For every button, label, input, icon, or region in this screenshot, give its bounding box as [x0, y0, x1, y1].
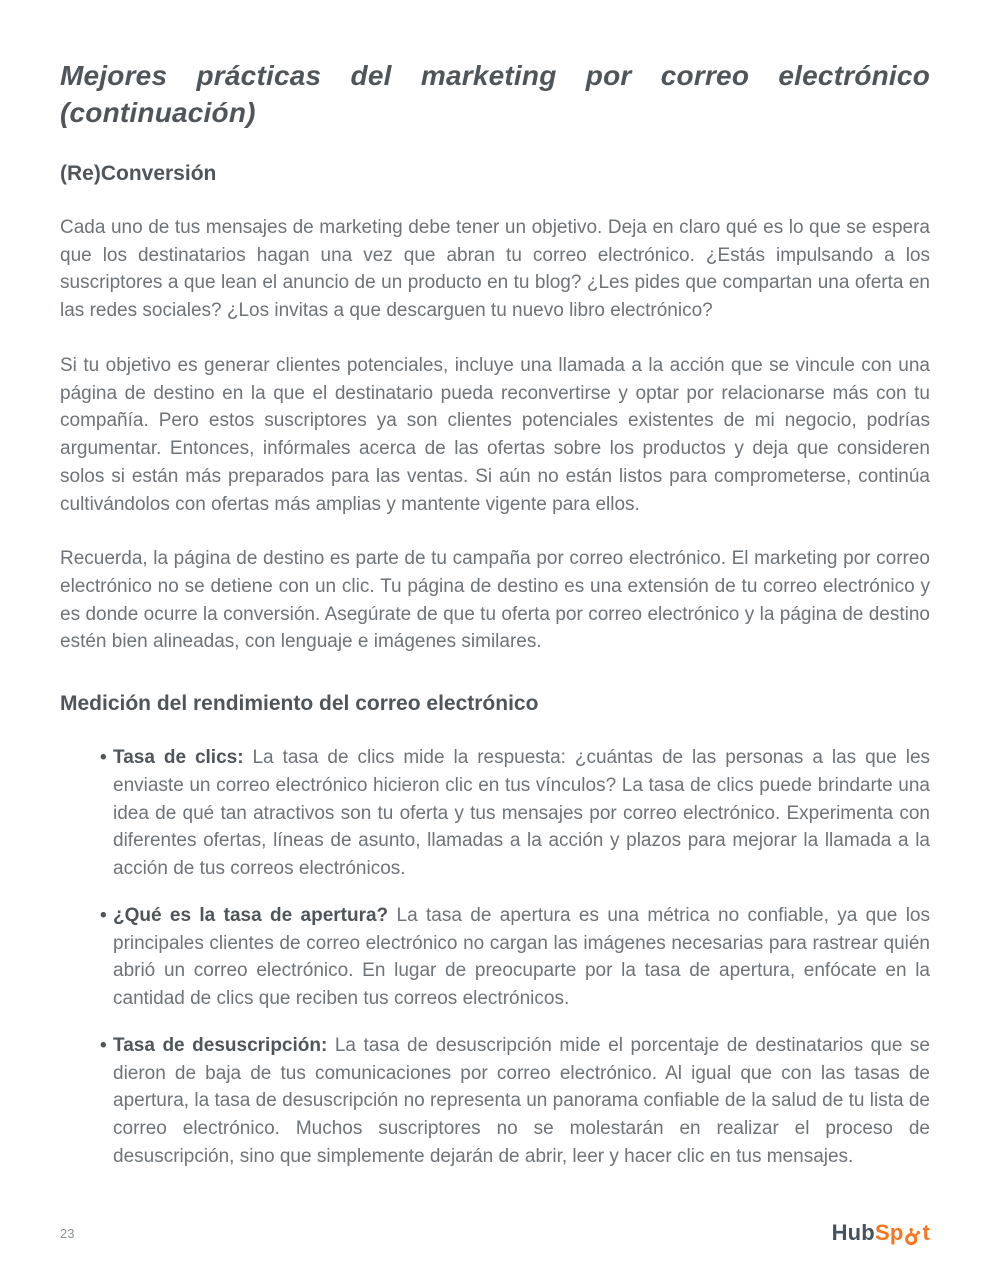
reconversion-heading: (Re)Conversión — [60, 161, 217, 185]
bullet-lead: Tasa de clics: — [113, 747, 244, 769]
hubspot-logo — [832, 1222, 930, 1244]
bullet-marker-icon — [100, 902, 107, 930]
page-title-line2: (continuación) — [60, 96, 256, 128]
list-item — [100, 744, 930, 883]
bullet-marker-icon — [100, 1032, 107, 1060]
reconversion-paragraph-2: Si tu objetivo es generar clientes potenciales, incluye una llamada a la acción que se vincule con una página de destino en la que el destinatario pueda reconvertirse y optar por relacionarse más con tu compañía. Pero estos suscriptores ya son clientes potenciales existentes de mi negocio, podrías argumentar. Entonces, infórmales acerca de las ofertas sobre los productos y deja que consideren solos si están más preparados para las ventas. Si aún no están listos para comprometerse, continúa cultivándolos con ofertas más amplias y mantente vigente para ellos. — [60, 354, 930, 515]
list-item — [100, 902, 930, 1013]
list-item — [100, 1032, 930, 1171]
page-footer — [60, 1222, 930, 1244]
hubspot-logo-text-sp: Sp — [874, 1220, 904, 1245]
metrics-bullet-list — [60, 744, 930, 1170]
bullet-lead: Tasa de desuscripción: — [113, 1034, 328, 1056]
bullet-lead: ¿Qué es la tasa de apertura? — [113, 904, 389, 926]
reconversion-paragraph-1: Cada uno de tus mensajes de marketing debe tener un objetivo. Deja en claro qué es lo que se espera que los destinatarios hagan una vez que abran tu correo electrónico. ¿Estás impulsando a los suscriptores a que lean el anuncio de un producto en tu blog? ¿Les pides que compartan una oferta en las redes sociales? ¿Los invitas a que descarguen tu nuevo libro electrónico? — [60, 216, 930, 322]
hubspot-sprocket-icon — [904, 1227, 921, 1246]
reconversion-paragraph-3: Recuerda, la página de destino es parte de tu campaña por correo electrónico. El marketing por correo electrónico no se detiene con un clic. Tu página de destino es una extensión de tu correo electrónico y es donde ocurre la conversión. Asegúrate de que tu oferta por correo electrónico y la página de destino estén bien alineadas, con lenguaje e imágenes similares. — [60, 548, 930, 653]
bullet-text: La tasa de desuscripción mide el porcentaje de destinatarios que se dieron de baja de tus comunicaciones por correo electrónico. Al igual que con las tasas de apertura, la tasa de desuscripción no representa un panorama confiable de la salud de tu lista de correo electrónico. Muchos suscriptores no se molestarán en realizar el proceso de desuscripción, sino que simplemente dejarán de abrir, leer y hacer clic en tus mensajes. — [113, 1034, 930, 1167]
hubspot-logo-text-hub: Hub — [831, 1220, 875, 1245]
bullet-text: La tasa de apertura es una métrica no confiable, ya que los principales clientes de correo electrónico no cargan las imágenes necesarias para rastrear quién abrió un correo electrónico. En lugar de preocuparte por la tasa de apertura, enfócate en la cantidad de clics que reciben tus correos electrónicos. — [113, 904, 930, 1010]
bullet-marker-icon — [100, 744, 107, 772]
page-title-line1: Mejores prácticas del marketing por correo electrónico — [60, 60, 930, 91]
medicion-heading: Medición del rendimiento del correo electrónico — [60, 692, 539, 716]
page-title — [60, 58, 930, 132]
page-number: 23 — [60, 1225, 75, 1241]
bullet-text: La tasa de clics mide la respuesta: ¿cuántas de las personas a las que les enviaste un correo electrónico hicieron clic en tus vínculos? La tasa de clics puede brindarte una idea de qué tan atractivos son tu oferta y tus mensajes por correo electrónico. Experimenta con diferentes ofertas, líneas de asunto, llamadas a la acción y plazos para mejorar la llamada a la acción de tus correos electrónicos. — [113, 747, 931, 880]
hubspot-logo-text-t: t — [922, 1220, 930, 1245]
